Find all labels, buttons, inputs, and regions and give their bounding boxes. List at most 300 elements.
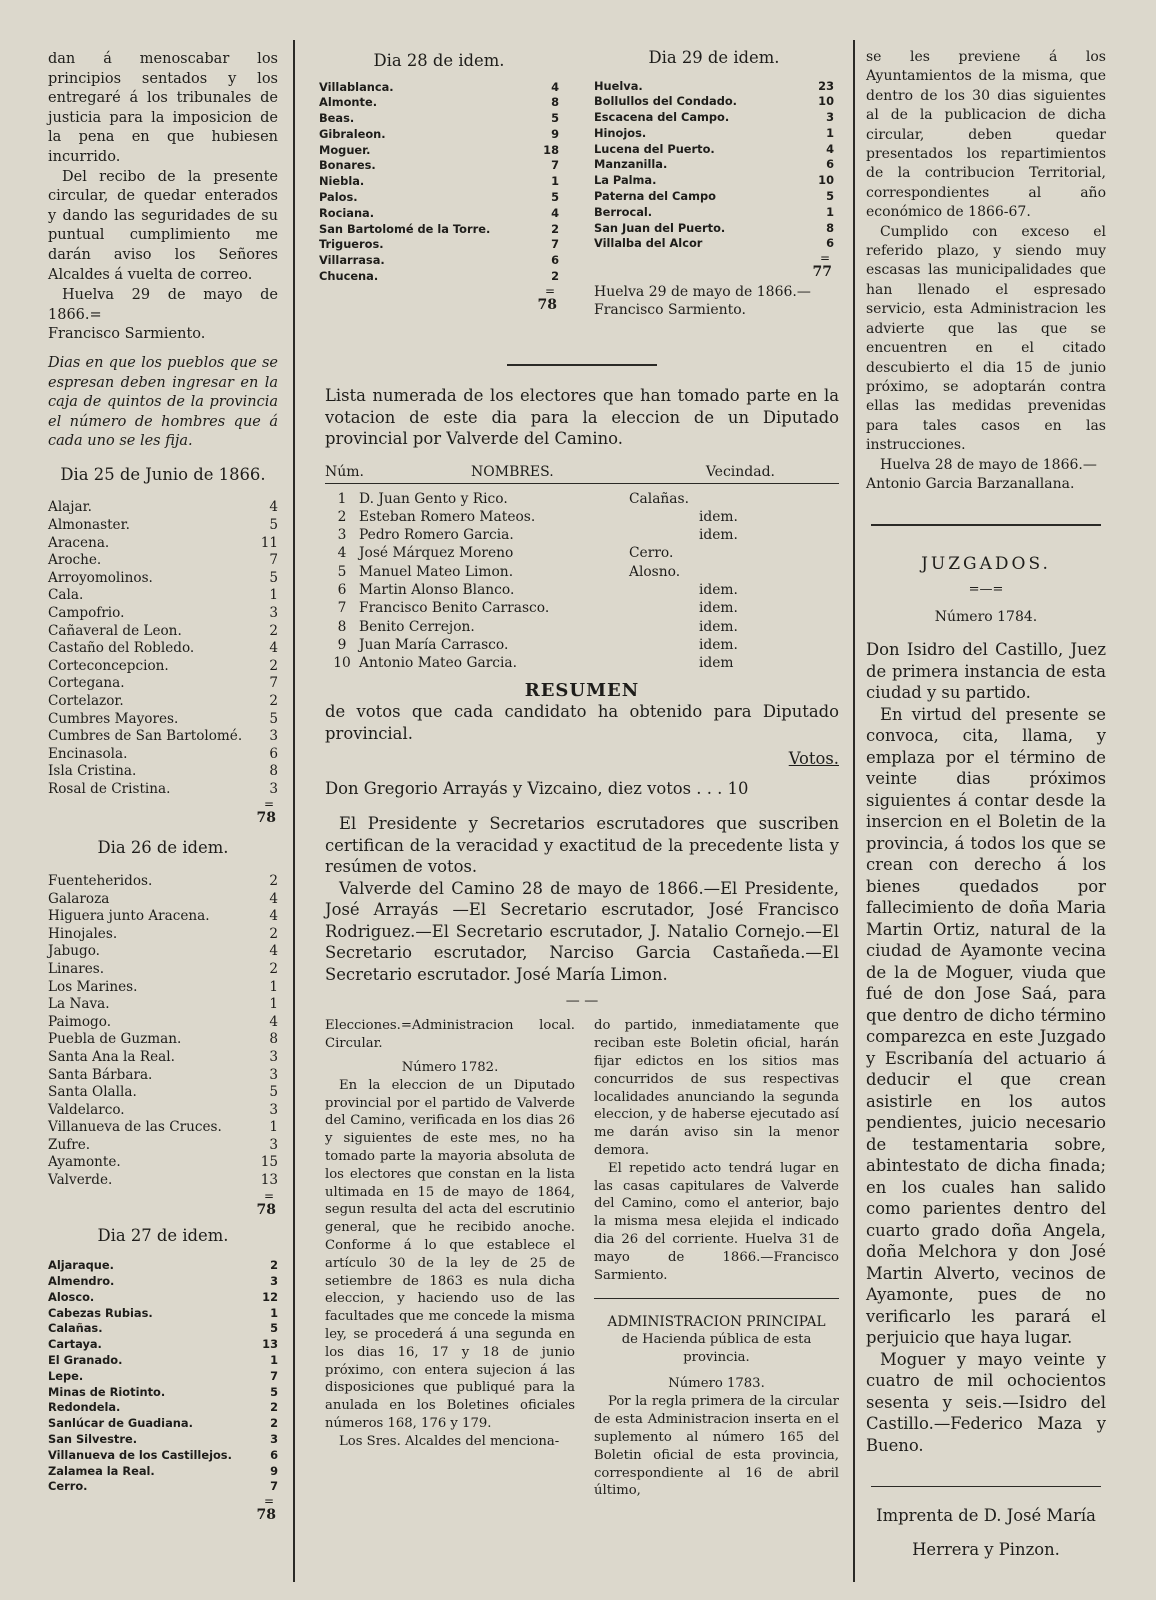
list-item xyxy=(48,891,278,909)
town-count: 1 xyxy=(270,1305,278,1320)
town-name: Zalamea la Real. xyxy=(48,1463,155,1478)
cell-name: Esteban Romero Mateos. xyxy=(359,508,536,525)
cell-num: 1 xyxy=(337,490,347,507)
list-item xyxy=(48,1385,278,1401)
town-name: Manzanilla. xyxy=(594,157,668,172)
town-count: 1 xyxy=(826,204,834,219)
town-name: Santa Olalla. xyxy=(48,1084,137,1101)
town-count: 3 xyxy=(269,728,278,745)
list-item xyxy=(48,1432,278,1448)
town-name: Palos. xyxy=(319,190,358,205)
table-row xyxy=(325,490,785,508)
electores-table xyxy=(325,490,785,673)
column-2-body xyxy=(325,0,839,1600)
edicto-firma: Moguer y mayo veinte y cuatro de mil ochocientos sesenta y seis.—Isidro del Castillo.—Federico Maza y Bueno. xyxy=(866,1349,1106,1455)
firma-text: Valverde del Camino 28 de mayo de 1866.—El Presidente, José Arrayás —El Secretario escrutador, José Francisco Rodriguez.—El Secretario escrutador, J. Natalio Cornejo.—El Secretario escrutador, Narciso Garcia Castañeda.—El Secretario escrutador. José María Limon. xyxy=(325,878,839,984)
list-item xyxy=(48,1464,278,1480)
numero-1782: Número 1782. xyxy=(401,1060,499,1076)
col-vecindad: Vecindad. xyxy=(705,463,775,480)
town-name: Lucena del Puerto. xyxy=(594,141,715,156)
date-line: Huelva 29 de mayo de 1866.= xyxy=(48,287,278,323)
town-count: 2 xyxy=(551,269,559,284)
town-name: Almendro. xyxy=(48,1273,115,1288)
town-name: El Granado. xyxy=(48,1352,123,1367)
divider xyxy=(507,364,657,366)
table-row xyxy=(325,581,785,599)
sub-columns xyxy=(325,1017,839,1500)
town-name: Cañaveral de Leon. xyxy=(48,622,182,639)
town-count: 7 xyxy=(270,1479,278,1494)
town-count: 8 xyxy=(269,763,278,780)
resumen-title: RESUMEN xyxy=(524,680,640,702)
cell-num: 9 xyxy=(337,636,347,653)
list-item xyxy=(48,1119,278,1137)
cell-name: Martin Alonso Blanco. xyxy=(359,581,515,598)
cell-v2 xyxy=(699,490,785,508)
dash: — — xyxy=(565,993,599,1010)
list-item xyxy=(48,1154,278,1172)
town-count: 1 xyxy=(551,174,559,189)
italic-heading: Dias en que los pueblos que se espresan deben ingresar en la caja de quintos de la provincia el número de hombres que á cada uno se les fija. xyxy=(48,354,278,450)
cell-v1 xyxy=(629,599,699,617)
town-name: Hinojos. xyxy=(594,125,647,140)
table-row xyxy=(325,636,785,654)
list-item xyxy=(48,728,278,746)
town-name: Hinojales. xyxy=(48,925,118,942)
cell-v1 xyxy=(629,618,699,636)
cell-name: D. Juan Gento y Rico. xyxy=(359,490,508,507)
town-count: 3 xyxy=(269,1048,278,1065)
list-item xyxy=(48,1067,278,1085)
list-item xyxy=(48,1102,278,1120)
imprenta-2: Herrera y Pinzon. xyxy=(912,1539,1060,1559)
town-count: 6 xyxy=(826,236,834,251)
circular-text: En la eleccion de un Diputado provincial por el partido de Valverde del Camino, verificada en los dias 26 y siguientes de este mes, no ha tomado parte la mayoria absoluta de los electores que constan en la lista ultimada en 15 de mayo de 1864, segun resulta del acta del escrutinio general, que he recibido anoche. Conforme á lo que establece el artículo 30 de la ley de 25 de setiembre de 1863 es nula dicha eleccion, y haciendo uso de las facultades que me concede la misma ley, se procederá á una segunda en los dias 16, 17 y 18 de junio próximo, con entera sujecion á las disposiciones que publiqué para la anulada en los Boletines oficiales números 168, 176 y 179. xyxy=(325,1077,575,1431)
cell-v1 xyxy=(629,636,699,654)
day28-title: Dia 28 de idem. xyxy=(373,51,505,70)
numero-1784: Número 1784. xyxy=(934,609,1038,626)
divider xyxy=(871,1486,1101,1487)
town-name: Calañas. xyxy=(48,1321,103,1336)
table-row xyxy=(325,563,785,581)
juzgados-eq: =—= xyxy=(968,582,1004,598)
town-name: San Juan del Puerto. xyxy=(594,220,726,235)
list-item xyxy=(48,640,278,658)
town-count: 1 xyxy=(826,125,834,140)
table-row xyxy=(325,654,785,672)
town-count: 6 xyxy=(270,1447,278,1462)
list-item xyxy=(48,1353,278,1369)
list-item xyxy=(48,996,278,1014)
day29-signer: Francisco Sarmiento. xyxy=(594,302,746,319)
town-name: Bonares. xyxy=(319,158,376,173)
town-name: Valdelarco. xyxy=(48,1101,125,1118)
town-count: 3 xyxy=(270,1273,278,1288)
town-name: Moguer. xyxy=(319,142,371,157)
cell-v1 xyxy=(629,508,699,526)
table-row xyxy=(325,599,785,617)
cell-v2 xyxy=(699,563,785,581)
town-name: Berrocal. xyxy=(594,204,653,219)
town-count: 7 xyxy=(269,552,278,569)
town-name: Villalba del Alcor xyxy=(594,236,703,251)
list-item xyxy=(48,943,278,961)
list-item xyxy=(48,658,278,676)
list-item xyxy=(48,1031,278,1049)
town-name: Cala. xyxy=(48,587,84,604)
col3-text: se les previene á los Ayuntamientos de la misma, que dentro de los 30 dias siguientes al de la publicacion de dicha circular, deben quedar presentados los repartimientos de la contribucion Territorial, correspondientes al año económico de 1866-67. xyxy=(866,49,1106,221)
list-item xyxy=(48,1049,278,1067)
eq-sign: = xyxy=(544,283,555,298)
town-name: Los Marines. xyxy=(48,978,138,995)
town-count: 2 xyxy=(269,692,278,709)
column-rule-left xyxy=(293,40,295,1582)
admin-heading: ADMINISTRACION PRINCIPAL xyxy=(607,1314,826,1331)
sub-right xyxy=(594,1017,839,1500)
col3-signer: Antonio Garcia Barzanallana. xyxy=(866,475,1075,492)
list-item xyxy=(48,1337,278,1353)
town-count: 2 xyxy=(551,221,559,236)
town-count: 2 xyxy=(269,925,278,942)
list-item xyxy=(48,675,278,693)
town-name: Zufre. xyxy=(48,1136,91,1153)
town-count: 3 xyxy=(269,1066,278,1083)
cell-num: 2 xyxy=(337,508,347,525)
town-name: Alajar. xyxy=(48,499,92,516)
column-rule-right xyxy=(853,40,855,1582)
eleccion-heading: Elecciones.=Administracion local. Circular. xyxy=(325,1018,575,1052)
cell-num: 4 xyxy=(337,545,347,562)
town-name: Gibraleon. xyxy=(319,126,386,141)
divider xyxy=(594,1298,839,1299)
day25-title: Dia 25 de Junio de 1866. xyxy=(60,464,266,484)
town-count: 4 xyxy=(551,205,559,220)
juzgados-title: JUZGADOS. xyxy=(921,554,1051,575)
cell-v2: idem. xyxy=(699,600,738,617)
cell-v2 xyxy=(699,544,785,562)
town-name: Villanueva de las Cruces. xyxy=(48,1119,222,1136)
imprenta: Imprenta de D. José María xyxy=(876,1506,1096,1526)
candidate-line: Don Gregorio Arrayás y Vizcaino, diez votos . . . 10 xyxy=(325,778,749,798)
table-row xyxy=(325,544,785,562)
list-item xyxy=(48,979,278,997)
col3-date: Huelva 28 de mayo de 1866.— xyxy=(880,456,1097,473)
town-count: 4 xyxy=(269,908,278,925)
column-1 xyxy=(48,0,278,1600)
day29-total: 77 xyxy=(812,264,832,281)
town-name: Sanlúcar de Guadiana. xyxy=(48,1416,193,1431)
intro-text: dan á menoscabar los principios sentados y los entregaré á los tribunales de justicia para la imposicion de la pena en que hubiesen incurrido. xyxy=(48,51,278,165)
town-name: Niebla. xyxy=(319,174,365,189)
list-item xyxy=(48,1369,278,1385)
town-name: Cumbres Mayores. xyxy=(48,710,179,727)
town-count: 1 xyxy=(270,1352,278,1367)
town-count: 13 xyxy=(260,1172,278,1189)
cell-num: 6 xyxy=(337,581,347,598)
cell-v1 xyxy=(629,526,699,544)
town-name: Jabugo. xyxy=(48,943,100,960)
town-count: 2 xyxy=(270,1416,278,1431)
town-count: 13 xyxy=(262,1337,278,1352)
day25-total: 78 xyxy=(256,810,276,827)
town-count: 4 xyxy=(269,943,278,960)
town-name: Linares. xyxy=(48,960,105,977)
circular-tail: Los Sres. Alcaldes del menciona- xyxy=(339,1433,560,1449)
circular-cont-2: El repetido acto tendrá lugar en las casas capitulares de Valverde del Camino, como el anterior, bajo la misma mesa elejida el indicado dia 26 del corriente. Huelva 31 de mayo de 1866.—Francisco Sarmiento. xyxy=(594,1160,839,1283)
day25-list xyxy=(48,499,278,798)
numero-1783: Número 1783. xyxy=(668,1376,765,1392)
list-item xyxy=(48,552,278,570)
town-name: Puebla de Guzman. xyxy=(48,1031,182,1048)
day27-title: Dia 27 de idem. xyxy=(97,1225,229,1245)
town-count: 3 xyxy=(269,1101,278,1118)
town-name: La Palma. xyxy=(594,173,657,188)
lista-title: Lista numerada de los electores que han tomado parte en la votacion de este dia para la eleccion de un Diputado provincial por Valverde del Camino. xyxy=(325,386,839,448)
town-name: Campofrio. xyxy=(48,604,125,621)
town-name: Paimogo. xyxy=(48,1013,112,1030)
eq-sign: = xyxy=(819,251,830,266)
town-name: Rosal de Cristina. xyxy=(48,780,171,797)
town-count: 2 xyxy=(269,622,278,639)
list-item xyxy=(48,623,278,641)
town-count: 6 xyxy=(551,253,559,268)
circular-cont: do partido, inmediatamente que reciban este Boletin oficial, harán fijar edictos en los sitios mas concurridos de sus respectivas localidades anunciando la segunda eleccion, y de haberse ejecutado así me darán aviso sin la menor demora. xyxy=(594,1018,839,1159)
table-row xyxy=(325,526,785,544)
town-count: 5 xyxy=(551,111,559,126)
cell-v2: idem. xyxy=(699,618,738,635)
town-count: 10 xyxy=(818,94,834,109)
town-count: 4 xyxy=(269,1013,278,1030)
list-item xyxy=(48,1290,278,1306)
list-item xyxy=(48,1448,278,1464)
town-name: Cumbres de San Bartolomé. xyxy=(48,728,243,745)
cell-v1: Calañas. xyxy=(629,490,689,507)
cell-v2: idem. xyxy=(699,508,738,525)
list-item xyxy=(48,711,278,729)
list-item xyxy=(48,587,278,605)
town-name: Chucena. xyxy=(319,269,379,284)
sub-left xyxy=(325,1017,575,1500)
town-name: Aroche. xyxy=(48,552,102,569)
cell-name: Antonio Mateo Garcia. xyxy=(359,655,518,672)
list-item xyxy=(48,1084,278,1102)
day29-date: Huelva 29 de mayo de 1866.— xyxy=(594,284,811,301)
town-name: Villablanca. xyxy=(319,79,394,94)
town-count: 4 xyxy=(551,79,559,94)
town-name: Aljaraque. xyxy=(48,1258,114,1273)
town-name: Valverde. xyxy=(48,1172,113,1189)
town-count: 7 xyxy=(551,237,559,252)
town-count: 3 xyxy=(826,110,834,125)
town-count: 9 xyxy=(551,126,559,141)
list-item xyxy=(48,1137,278,1155)
admin-text: Por la regla primera de la circular de esta Administracion inserta en el suplemento al número 165 del Boletin oficial de esta provincia, correspondiente al 16 de abril último, xyxy=(594,1394,839,1499)
cell-num: 10 xyxy=(333,655,351,672)
town-name: Ayamonte. xyxy=(48,1154,121,1171)
list-item xyxy=(48,1014,278,1032)
list-item xyxy=(48,1400,278,1416)
town-count: 6 xyxy=(269,745,278,762)
column-3 xyxy=(866,0,1106,1600)
cell-v2: idem. xyxy=(699,581,738,598)
cell-v2: idem. xyxy=(699,636,738,653)
cell-num: 7 xyxy=(337,600,347,617)
town-count: 3 xyxy=(269,604,278,621)
town-count: 4 xyxy=(826,141,834,156)
admin-heading-2: de Hacienda pública de esta provincia. xyxy=(621,1332,812,1366)
town-name: Cortelazor. xyxy=(48,692,124,709)
list-item xyxy=(48,1172,278,1190)
town-count: 3 xyxy=(270,1431,278,1446)
cell-v1 xyxy=(629,581,699,599)
list-item xyxy=(48,1258,278,1274)
town-name: Almonte. xyxy=(319,95,378,110)
town-count: 5 xyxy=(551,190,559,205)
town-count: 8 xyxy=(269,1031,278,1048)
town-name: Arroyomolinos. xyxy=(48,569,153,586)
town-count: 5 xyxy=(269,710,278,727)
town-count: 5 xyxy=(269,569,278,586)
divider xyxy=(871,524,1101,526)
town-count: 7 xyxy=(270,1368,278,1383)
day26-total: 78 xyxy=(256,1201,276,1218)
town-count: 7 xyxy=(269,675,278,692)
cell-name: Juan María Carrasco. xyxy=(359,636,509,653)
town-name: Beas. xyxy=(319,111,355,126)
cell-num: 8 xyxy=(337,618,347,635)
cell-num: 5 xyxy=(337,563,347,580)
day29-title: Dia 29 de idem. xyxy=(648,48,780,67)
town-count: 6 xyxy=(826,157,834,172)
town-name: Redondela. xyxy=(48,1400,121,1415)
col-names: NOMBRES. xyxy=(471,463,554,480)
list-item xyxy=(48,1479,278,1495)
day28-total: 78 xyxy=(537,296,557,313)
town-count: 10 xyxy=(818,173,834,188)
town-count: 7 xyxy=(551,158,559,173)
town-name: Bollullos del Condado. xyxy=(594,94,737,109)
intro-text-2: Del recibo de la presente circular, de quedar enterados y dando las seguridades de su puntual cumplimiento me darán aviso los Señores Alcaldes á vuelta de correo. xyxy=(48,168,278,283)
cell-v2: idem xyxy=(699,655,734,672)
town-count: 2 xyxy=(270,1400,278,1415)
town-name: Cabezas Rubias. xyxy=(48,1305,153,1320)
town-name: San Silvestre. xyxy=(48,1431,138,1446)
col-num: Núm. xyxy=(325,463,364,480)
list-item xyxy=(48,1306,278,1322)
town-count: 5 xyxy=(269,1084,278,1101)
col3-text-2: Cumplido con exceso el referido plazo, y siendo muy escasas las municipalidades que han llenado el espresado servicio, esta Administracion les advierte que las que se encuentren en el citado descubierto el dia 15 de junio próximo, se adoptarán contra ellas las medidas prevenidas para tales casos en las instrucciones. xyxy=(866,223,1106,454)
town-count: 3 xyxy=(269,1136,278,1153)
town-name: Santa Bárbara. xyxy=(48,1066,153,1083)
day27-total: 78 xyxy=(256,1507,276,1524)
cell-v1 xyxy=(629,654,699,672)
town-name: Alosco. xyxy=(48,1289,95,1304)
town-name: Almonaster. xyxy=(48,516,130,533)
town-name: Huelva. xyxy=(594,78,643,93)
day26-list xyxy=(48,873,278,1190)
juez-title: Don Isidro del Castillo, Juez de primera instancia de esta ciudad y su partido. xyxy=(866,640,1106,703)
town-count: 1 xyxy=(269,1119,278,1136)
town-name: Minas de Riotinto. xyxy=(48,1384,166,1399)
town-count: 1 xyxy=(269,587,278,604)
eq-sign: = xyxy=(263,797,274,812)
town-name: Lepe. xyxy=(48,1368,84,1383)
list-item xyxy=(48,1274,278,1290)
town-name: Cortegana. xyxy=(48,675,125,692)
list-item xyxy=(48,873,278,891)
town-count: 4 xyxy=(269,499,278,516)
town-count: 5 xyxy=(270,1384,278,1399)
table-row xyxy=(325,618,785,636)
town-name: Aracena. xyxy=(48,534,110,551)
town-count: 4 xyxy=(269,640,278,657)
town-name: Cerro. xyxy=(48,1479,88,1494)
town-name: Higuera junto Aracena. xyxy=(48,908,210,925)
town-count: 12 xyxy=(262,1289,278,1304)
town-name: Corteconcepcion. xyxy=(48,657,169,674)
list-item xyxy=(48,961,278,979)
list-item xyxy=(48,1416,278,1432)
eq-sign: = xyxy=(263,1494,274,1509)
town-count: 5 xyxy=(270,1321,278,1336)
town-name: Paterna del Campo xyxy=(594,189,716,204)
cell-name: Francisco Benito Carrasco. xyxy=(359,600,550,617)
town-name: Rociana. xyxy=(319,205,375,220)
list-item xyxy=(48,693,278,711)
town-name: Cartaya. xyxy=(48,1337,102,1352)
cell-name: Manuel Mateo Limon. xyxy=(359,563,514,580)
town-count: 23 xyxy=(818,78,834,93)
town-count: 1 xyxy=(269,978,278,995)
town-name: Isla Cristina. xyxy=(48,763,137,780)
certifica-text: El Presidente y Secretarios escrutadores que suscriben certifican de la veracidad y exactitud de la precedente lista y resúmen de votos. xyxy=(325,814,839,877)
town-name: San Bartolomé de la Torre. xyxy=(319,221,491,236)
town-name: Santa Ana la Real. xyxy=(48,1048,175,1065)
town-name: Castaño del Robledo. xyxy=(48,640,195,657)
town-name: Villarrasa. xyxy=(319,253,385,268)
town-name: Villanueva de los Castillejos. xyxy=(48,1447,232,1462)
edicto-text: En virtud del presente se convoca, cita, llama, y emplaza por el término de veinte dias próximos siguientes á contar desde la insercion en el Boletin de la provincia, á todos los que se crean con derecho á los bienes quedados por fallecimiento de doña Maria Martin Ortiz, natural de la ciudad de Ayamonte vecina de la de Moguer, viuda que fué de don Jose Saá, para que dentro de dicho término comparezca en este Juzgado y Escribanía del actuario á deducir el que crean asistirle en los autos pendientes, juicio necesario de testamentaria sobre, abintestato de dicha finada; en los cuales han salido como parientes dentro del cuarto grado doña Angela, doña Melchora y don José Martin Alverto, vecinos de Ayamonte, pues de no verificarlo les parará el perjuicio que haya lugar. xyxy=(866,704,1106,1348)
list-item xyxy=(48,1321,278,1337)
town-name: Escacena del Campo. xyxy=(594,110,730,125)
list-item xyxy=(48,746,278,764)
day26-title: Dia 26 de idem. xyxy=(97,838,229,858)
votos-label: Votos. xyxy=(788,749,839,769)
list-item xyxy=(48,781,278,799)
town-name: Fuenteheridos. xyxy=(48,872,153,889)
town-count: 5 xyxy=(269,516,278,533)
town-name: La Nava. xyxy=(48,996,110,1013)
cell-v1: Alosno. xyxy=(629,563,681,580)
town-count: 15 xyxy=(260,1154,278,1171)
town-count: 11 xyxy=(260,534,278,551)
cell-name: José Márquez Moreno xyxy=(359,545,514,562)
town-count: 8 xyxy=(826,220,834,235)
list-item xyxy=(48,605,278,623)
cell-num: 3 xyxy=(337,527,347,544)
signer: Francisco Sarmiento. xyxy=(48,326,206,343)
town-count: 4 xyxy=(269,890,278,907)
town-count: 3 xyxy=(269,780,278,797)
town-count: 2 xyxy=(270,1258,278,1273)
day27-list xyxy=(48,1258,278,1495)
town-count: 18 xyxy=(543,142,559,157)
town-count: 5 xyxy=(826,189,834,204)
table-row xyxy=(325,508,785,526)
list-item xyxy=(48,535,278,553)
list-item xyxy=(48,499,278,517)
list-item xyxy=(48,763,278,781)
